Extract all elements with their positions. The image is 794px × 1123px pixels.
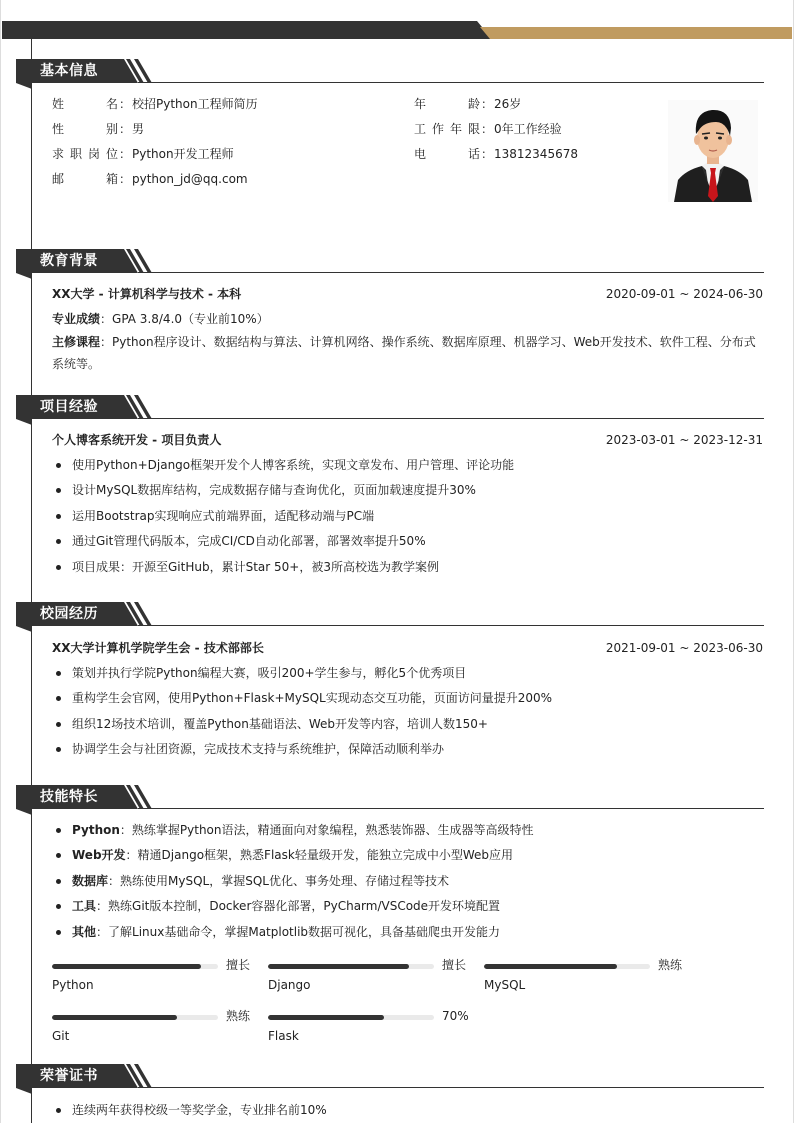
section-title: 荣誉证书 bbox=[40, 1068, 98, 1084]
list-item: Python：熟练掌握Python语法，精通面向对象编程，熟悉装饰器、生成器等高级特性 bbox=[52, 818, 764, 843]
section-header-skills bbox=[16, 785, 764, 811]
fold-decoration bbox=[16, 83, 32, 89]
campus-title: XX大学计算机学院学生会 - 技术部部长 bbox=[52, 641, 264, 655]
section-header-honors bbox=[16, 1064, 764, 1090]
fold-decoration bbox=[16, 626, 32, 632]
info-label: 年 龄 bbox=[414, 97, 480, 111]
skill-level: 熟练 bbox=[658, 958, 683, 972]
info-label: 工 作 年 限 bbox=[414, 122, 480, 136]
project-title: 个人博客系统开发 - 项目负责人 bbox=[52, 433, 222, 447]
skill-name: Git bbox=[52, 1029, 70, 1043]
fold-decoration bbox=[16, 1088, 32, 1094]
skill-level: 擅长 bbox=[442, 958, 467, 972]
section-divider bbox=[138, 82, 764, 83]
skill-level: 熟练 bbox=[226, 1009, 251, 1023]
section-divider bbox=[138, 625, 764, 626]
info-label: 电 话 bbox=[414, 147, 480, 161]
info-value: 0年工作经验 bbox=[494, 122, 562, 136]
info-value: Python开发工程师 bbox=[132, 147, 234, 161]
fold-decoration bbox=[16, 809, 32, 815]
education-gpa: 专业成绩：GPA 3.8/4.0（专业前10%） bbox=[52, 312, 269, 326]
skill-track bbox=[52, 964, 218, 969]
header-gold-bar bbox=[480, 27, 792, 39]
info-value: 校招Python工程师简历 bbox=[132, 97, 258, 111]
section-header-campus bbox=[16, 602, 764, 628]
info-name: 姓 名 ： 校招Python工程师简历 bbox=[52, 97, 258, 111]
skill-bar-django bbox=[268, 959, 468, 999]
info-label: 姓 名 bbox=[52, 97, 118, 111]
skill-name: MySQL bbox=[484, 978, 526, 992]
fold-decoration bbox=[16, 419, 32, 425]
campus-bullets bbox=[52, 661, 764, 763]
list-item: 数据库：熟练使用MySQL，掌握SQL优化、事务处理、存储过程等技术 bbox=[52, 869, 764, 894]
section-header-projects bbox=[16, 395, 764, 421]
list-item: 组织12场技术培训，覆盖Python基础语法、Web开发等内容，培训人数150+ bbox=[52, 712, 764, 737]
section-title: 项目经验 bbox=[40, 399, 98, 415]
skill-bar-git bbox=[52, 1010, 252, 1050]
skill-fill bbox=[484, 964, 617, 969]
skill-bar-mysql bbox=[484, 959, 684, 999]
skill-fill bbox=[268, 964, 409, 969]
education-courses: 主修课程：Python程序设计、数据结构与算法、计算机网络、操作系统、数据库原理、机器学习、Web开发技术、软件工程、分布式系统等。 bbox=[52, 335, 756, 371]
avatar bbox=[668, 100, 758, 202]
section-divider bbox=[138, 418, 764, 419]
skill-track bbox=[268, 1015, 434, 1020]
project-bullets bbox=[52, 453, 764, 580]
info-value: python_jd@qq.com bbox=[132, 172, 248, 186]
list-item: 项目成果：开源至GitHub，累计Star 50+，被3所高校选为教学案例 bbox=[52, 555, 764, 580]
section-header-education bbox=[16, 249, 764, 275]
left-vertical-line bbox=[31, 39, 32, 1123]
info-value: 男 bbox=[132, 122, 145, 136]
list-item: 使用Python+Django框架开发个人博客系统，实现文章发布、用户管理、评论功能 bbox=[52, 453, 764, 478]
skill-level: 擅长 bbox=[226, 958, 251, 972]
info-label: 性 别 bbox=[52, 122, 118, 136]
info-value: 13812345678 bbox=[494, 147, 578, 161]
education-title: XX大学 - 计算机科学与技术 - 本科 bbox=[52, 287, 242, 301]
info-age: 年 龄 ： 26岁 bbox=[414, 97, 522, 111]
fold-decoration bbox=[16, 273, 32, 279]
skill-name: Django bbox=[268, 978, 311, 992]
avatar-portrait-icon bbox=[668, 100, 758, 202]
section-header-basic bbox=[16, 59, 764, 85]
list-item: 连续两年获得校级一等奖学金，专业排名前10% bbox=[52, 1098, 764, 1123]
list-item: 设计MySQL数据库结构，完成数据存储与查询优化，页面加载速度提升30% bbox=[52, 478, 764, 503]
skill-track bbox=[268, 964, 434, 969]
section-divider bbox=[138, 1087, 764, 1088]
section-divider bbox=[138, 272, 764, 273]
skill-level: 70% bbox=[442, 1009, 469, 1023]
info-value: 26岁 bbox=[494, 97, 522, 111]
info-gender: 性 别 ： 男 bbox=[52, 122, 145, 136]
list-item: 协调学生会与社团资源，完成技术支持与系统维护，保障活动顺利举办 bbox=[52, 737, 764, 762]
info-position: 求 职 岗 位 ： Python开发工程师 bbox=[52, 147, 234, 161]
list-item: 其他：了解Linux基础命令，掌握Matplotlib数据可视化，具备基础爬虫开发能力 bbox=[52, 920, 764, 945]
list-item: 重构学生会官网，使用Python+Flask+MySQL实现动态交互功能，页面访问量提升200% bbox=[52, 686, 764, 711]
list-item: 策划并执行学院Python编程大赛，吸引200+学生参与，孵化5个优秀项目 bbox=[52, 661, 764, 686]
honors-bullets bbox=[52, 1098, 764, 1123]
info-experience: 工 作 年 限 ： 0年工作经验 bbox=[414, 122, 562, 136]
section-title: 基本信息 bbox=[40, 63, 98, 79]
section-title: 技能特长 bbox=[40, 789, 98, 805]
skill-bar-python bbox=[52, 959, 252, 999]
education-date: 2020-09-01 ~ 2024-06-30 bbox=[605, 287, 763, 301]
section-title: 校园经历 bbox=[40, 606, 98, 622]
list-item: 工具：熟练Git版本控制，Docker容器化部署，PyCharm/VSCode开发环境配置 bbox=[52, 894, 764, 919]
skill-name: Python bbox=[52, 978, 94, 992]
header-dark-bar bbox=[2, 21, 492, 39]
campus-date: 2021-09-01 ~ 2023-06-30 bbox=[605, 641, 763, 655]
list-item: 通过Git管理代码版本，完成CI/CD自动化部署，部署效率提升50% bbox=[52, 529, 764, 554]
section-divider bbox=[138, 808, 764, 809]
info-label: 求 职 岗 位 bbox=[52, 147, 118, 161]
list-item: Web开发：精通Django框架，熟悉Flask轻量级开发，能独立完成中小型Web应用 bbox=[52, 843, 764, 868]
info-phone: 电 话 ： 13812345678 bbox=[414, 147, 578, 161]
skill-name: Flask bbox=[268, 1029, 299, 1043]
info-label: 邮 箱 bbox=[52, 172, 118, 186]
skill-fill bbox=[52, 964, 201, 969]
skill-fill bbox=[52, 1015, 177, 1020]
skills-bullets bbox=[52, 818, 764, 945]
skill-bar-flask bbox=[268, 1010, 468, 1050]
skill-fill bbox=[268, 1015, 384, 1020]
section-title: 教育背景 bbox=[40, 253, 98, 269]
skill-track bbox=[484, 964, 650, 969]
list-item: 运用Bootstrap实现响应式前端界面，适配移动端与PC端 bbox=[52, 504, 764, 529]
skill-track bbox=[52, 1015, 218, 1020]
project-date: 2023-03-01 ~ 2023-12-31 bbox=[605, 433, 763, 447]
info-email: 邮 箱 ： python_jd@qq.com bbox=[52, 172, 248, 186]
